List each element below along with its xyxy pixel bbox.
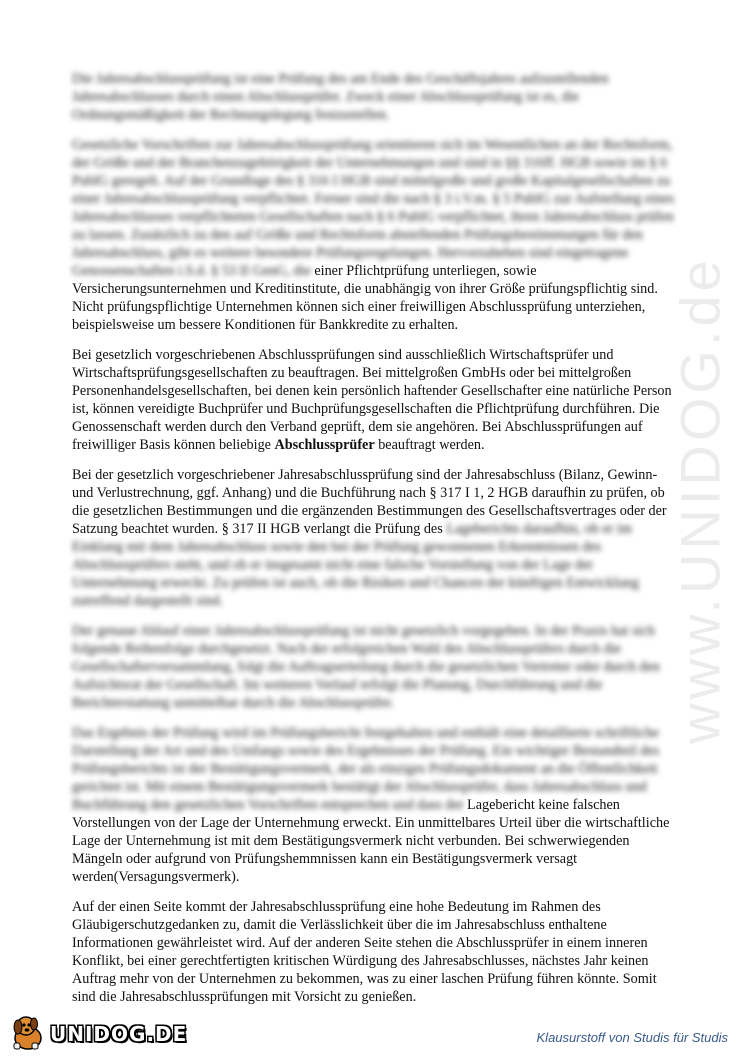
paragraph-auditors — [72, 346, 678, 454]
paragraph-scope — [72, 466, 678, 610]
paragraph-intro: Die Jahresabschlussprüfung ist eine Prüfung des am Ende des Geschäftsjahres aufzustellenden Jahresabschlusses durch einen Abschlussprüfer. Zweck einer Abschlussprüfung ist es, die Ordnungsmäßigkeit der Rechnungslegung festzustellen. — [72, 71, 609, 123]
dog-icon — [8, 1012, 52, 1052]
paragraph-result — [72, 724, 678, 886]
paragraph-auditors-b: beauftragt werden. — [374, 437, 485, 453]
paragraph-result-blurred: Das Ergebnis der Prüfung wird im Prüfungsbericht festgehalten und enthält eine detaillierte schriftliche Darstellung der Art und des Umfangs sowie des Ergebnisses der Prüfung. Ein wichtiger Bestandteil des Prüfungsberichts ist der Bestätigungsvermerk, der als einziges Prüfungsdokument an die Öffentlichkeit gerichtet ist. Mit einem Bestätigungsvermerk bestätigt der Abschlussprüfer, dass Jahresabschluss und Buchführung den gesetzlichen Vorschriften entsprechen und dass der — [72, 725, 660, 813]
paragraph-result-clear: Lagebericht keine falschen Vorstellungen von der Lage der Unternehmung erweckt. Ein unmittelbares Urteil über die wirtschaftliche Lage der Unternehmung ist mit dem Bestätigungsvermerk nicht verbunden. Bei schwerwiegenden Mängeln oder aufgrund von Prüfungshemmnissen kann ein Bestätigungsvermerk versagt werden(Versagungsvermerk). — [72, 797, 670, 885]
watermark-text: www.UNIDOG.de — [668, 256, 732, 744]
document-body — [72, 70, 678, 1018]
paragraph-auditors-a: Bei gesetzlich vorgeschriebenen Abschlussprüfungen sind ausschließlich Wirtschaftsprüfer und Wirtschaftsprüfungsgesellschaften zu beauftragen. Bei mittelgroßen GmbHs oder bei mittelgroßen Personenhandelsgesellschaften, bei denen kein persönlich haftender Gesellschafter eine natürliche Person ist, können vereidigte Buchprüfer und Buchprüfungsgesellschaften die Pflichtprüfung durchführen. Die Genossenschaft werden durch den Verband geprüft, dem sie angehören. Bei Abschlussprüfungen auf freiwilliger Basis können beliebige — [72, 347, 672, 453]
paragraph-legal — [72, 136, 678, 334]
footer-tagline: Klausurstoff von Studis für Studis — [536, 1030, 728, 1045]
paragraph-legal-clear: einer Pflichtprüfung unterliegen, sowie Versicherungsunternehmen und Kreditinstitute, die unabhängig von ihrer Größe prüfungspflichtig sind. Nicht prüfungspflichtige Unternehmen können sich einer freiwilligen Abschlussprüfung unterziehen, beispielsweise um bessere Konditionen für Bankkredite zu erhalten. — [72, 263, 658, 333]
paragraph-legal-blurred: Gesetzliche Vorschriften zur Jahresabschlussprüfung orientieren sich im Wesentlichen an der Rechtsform, der Größe und der Branchenzugehörigkeit der Unternehmungen und sind in §§ 316ff. HGB sowie im § 6 PublG geregelt. Auf der Grundlage des § 316 I HGB sind mittelgroße und große Kapitalgesellschaften zu einer Jahresabschlussprüfung verpflichtet. Ferner sind die nach § 3 i.V.m. § 5 PublG zur Aufstellung eines Jahresabschlusses verpflichteten Gesellschaften nach § 6 PublG verpflichtet, ihren Jahresabschluss prüfen zu lassen. Zusätzlich zu den auf Größe und Rechtsform abstellenden Prüfungsbestimmungen für den Jahresabschluss, gibt es weitere besondere Prüfungsregelungen. Hervorzuheben sind eingetragene Genossenschaften i.S.d. § 53 II GenG, die — [72, 137, 675, 279]
paragraph-procedure: Der genaue Ablauf einer Jahresabschlussprüfung ist nicht gesetzlich vorgegeben. In der Praxis hat sich folgende Reihenfolge durchgesetzt. Nach der erfolgreichen Wahl des Abschlussprüfers durch die Gesellschafterversammlung, folgt die Auftragserteilung durch die gesetzlichen Vertreter oder durch den Aufsichtsrat der Gesellschaft. Im weiteren Verlauf erfolgt die Planung, Durchführung und die Berichterstattung unmittelbar durch die Abschlussprüfer. — [72, 623, 660, 711]
logo-text: UNIDOG.DE — [50, 1022, 188, 1046]
paragraph-scope-blurred: Lageberichts daraufhin, ob er im Einklang mit dem Jahresabschluss sowie den bei der Prüfung gewonnenen Erkenntnissen des Abschlussprüfers steht, und ob er insgesamt nicht eine falsche Vorstellung von der Lage der Unternehmung erweckt. Zu prüfen ist auch, ob die Risiken und Chancen der künftigen Entwicklung zutreffend dargestellt sind. — [72, 521, 639, 609]
unidog-logo — [8, 1012, 188, 1052]
paragraph-auditors-bold: Abschlussprüfer — [274, 437, 375, 453]
paragraph-scope-clear: Bei der gesetzlich vorgeschriebener Jahresabschlussprüfung sind der Jahresabschluss (Bilanz, Gewinn- und Verlustrechnung, ggf. Anhang) und die Buchführung nach § 317 I 1, 2 HGB daraufhin zu prüfen, ob die gesetzlichen Bestimmungen und die ergänzenden Bestimmungen des Gesellschaftsvertrages oder der Satzung beachtet wurden. § 317 II HGB verlangt die Prüfung des — [72, 467, 667, 537]
paragraph-conclusion: Auf der einen Seite kommt der Jahresabschlussprüfung eine hohe Bedeutung im Rahmen des Gläubigerschutzgedanken zu, damit die Verlässlichkeit über die im Jahresabschluss enthaltene Informationen gewährleistet wird. Auf der anderen Seite stehen die Abschlussprüfer in einem inneren Konflikt, bei einer gerechtfertigten kritischen Würdigung des Jahresabschlusses, nächstes Jahr keinen Auftrag mehr von der Unternehmen zu bekommen, was zu einer laschen Prüfung führen könnte. Somit sind die Jahresabschlussprüfungen mit Vorsicht zu genießen. — [72, 899, 657, 1005]
